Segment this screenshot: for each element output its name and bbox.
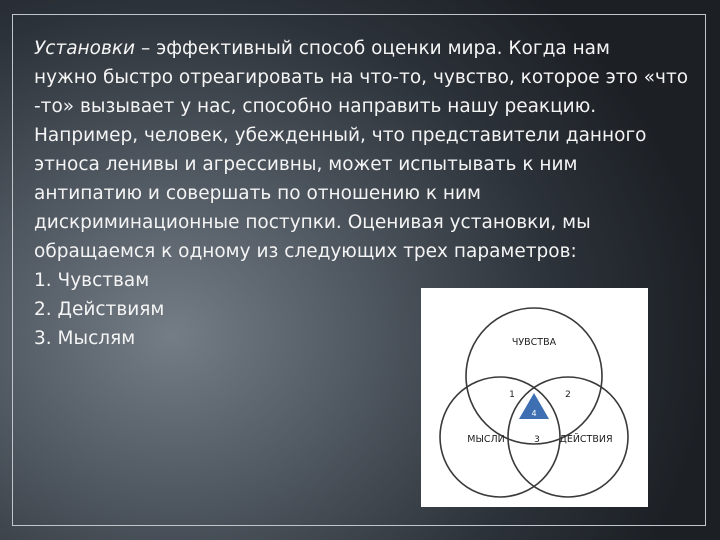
venn-region-4: 4 — [531, 409, 537, 418]
list-item-feelings: 1. Чувствам — [34, 270, 150, 291]
venn-region-2: 2 — [565, 390, 571, 400]
venn-region-1: 1 — [509, 390, 515, 400]
text-line-1 — [34, 34, 694, 63]
text-line-7: дискриминационные поступки. Оценивая установки, мы — [34, 212, 591, 233]
text-line-2: нужно быстро отреагировать на что-то, чувство, которое это «что — [34, 67, 689, 88]
venn-region-3: 3 — [534, 435, 540, 445]
term-ustanovki: Установки — [34, 38, 136, 59]
venn-diagram — [421, 288, 648, 507]
venn-label-feelings: ЧУВСТВА — [511, 337, 557, 348]
text-line-8: обращаемся к одному из следующих трех параметров: — [34, 241, 577, 262]
text-line-4: Например, человек, убежденный, что представители данного — [34, 125, 647, 146]
venn-label-thoughts: МЫСЛИ — [467, 434, 505, 445]
text-line-1-rest: – эффективный способ оценки мира. Когда нам — [135, 38, 610, 59]
venn-label-actions: ДЕЙСТВИЯ — [559, 434, 613, 445]
text-line-3: -то» вызывает у нас, способно направить нашу реакцию. — [34, 96, 597, 117]
venn-svg — [421, 288, 648, 507]
list-item-thoughts: 3. Мыслям — [34, 328, 136, 349]
venn-circle-feelings — [466, 308, 602, 444]
text-line-5: этноса ленивы и агрессивны, может испытывать к ним — [34, 154, 578, 175]
list-item-actions: 2. Действиям — [34, 299, 165, 320]
text-line-6: антипатию и совершать по отношению к ним — [34, 183, 481, 204]
